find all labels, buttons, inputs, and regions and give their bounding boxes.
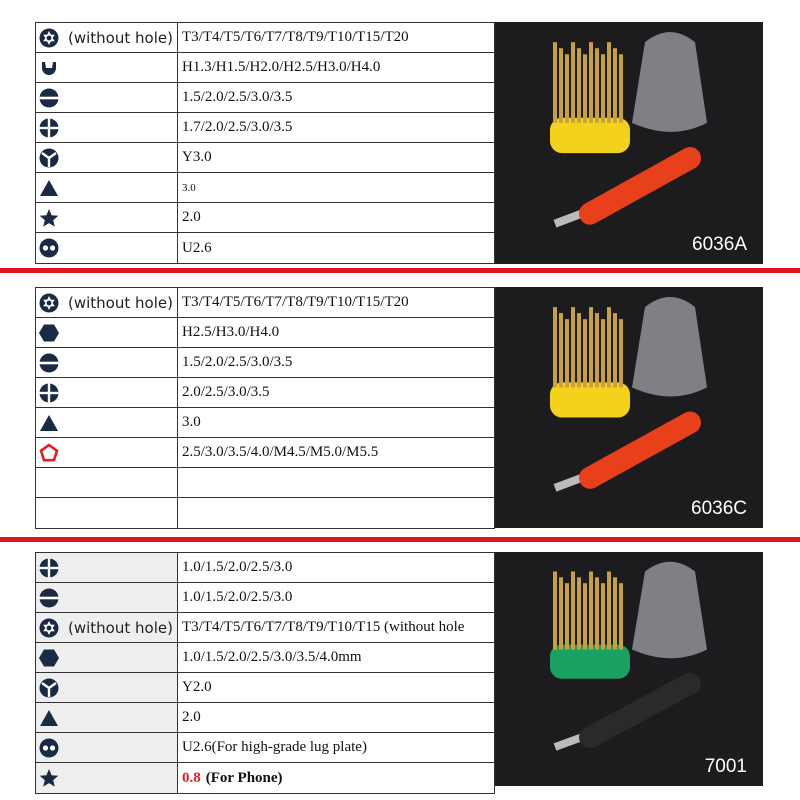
bit-sizes [178,288,494,317]
bit-sizes-text: 1.5/2.0/2.5/3.0/3.5 [182,354,293,370]
table-row [36,113,494,143]
table-row [36,233,494,263]
section-6036a [35,22,763,264]
bit-sizes-text: T3/T4/T5/T6/T7/T8/T9/T10/T15/T20 [182,294,409,310]
torx-icon [39,28,59,48]
hex-icon [39,648,59,668]
bit-type-cell [36,583,178,612]
bit-sizes-text: U2.6 [182,239,212,256]
bit-sizes [178,613,494,642]
section-6036c [35,287,763,528]
bit-sizes-text: Y3.0 [182,149,212,165]
star-icon [39,208,59,228]
table-row [36,203,494,233]
section-7001 [35,552,763,786]
bit-sizes-text: 3.0 [182,414,201,430]
bit-type-cell [36,23,178,52]
u-shape-icon [39,238,59,258]
bit-sizes [178,23,494,52]
table-row [36,468,494,498]
bit-sizes [178,408,494,437]
tri-wing-icon [39,678,59,698]
bit-type-cell [36,643,178,672]
bit-sizes [178,763,494,793]
table-row [36,763,494,793]
bit-type-cell [36,613,178,642]
triangle-icon [39,708,59,728]
bit-sizes [178,673,494,702]
bit-type-cell [36,203,178,232]
table-row [36,53,494,83]
model-number: 6036C [691,498,747,519]
bit-sizes-text: Y2.0 [182,679,212,695]
bit-type-cell [36,348,178,377]
product-photo [495,552,763,786]
table-row [36,173,494,203]
bit-type-cell [36,733,178,762]
bit-type-cell [36,673,178,702]
bit-sizes [178,53,494,82]
bit-type-cell [36,83,178,112]
product-photo [495,22,763,264]
table-row [36,83,494,113]
bit-sizes [178,733,494,762]
bit-type-cell [36,173,178,202]
model-number: 6036A [692,234,747,255]
bit-type-cell [36,498,178,528]
bit-type-cell [36,288,178,317]
bit-sizes-text: 1.5/2.0/2.5/3.0/3.5 [182,89,293,105]
bit-type-cell [36,763,178,793]
bit-sizes [178,643,494,672]
bit-sizes-text: 1.0/1.5/2.0/2.5/3.0 [182,589,293,605]
table-row [36,733,494,763]
bit-sizes-text: 1.7/2.0/2.5/3.0/3.5 [182,119,293,135]
table-row [36,378,494,408]
bit-sizes [178,83,494,112]
slotted-icon [39,88,59,108]
bit-note: (without hole) [68,28,173,47]
bit-sizes [178,143,494,172]
bit-type-cell [36,318,178,347]
bit-sizes-text: H1.3/H1.5/H2.0/H2.5/H3.0/H4.0 [182,59,381,75]
bit-sizes-text: U2.6(For high-grade lug plate) [182,739,367,755]
bit-sizes [178,318,494,347]
bit-type-cell [36,408,178,437]
table-row [36,318,494,348]
bit-sizes-text: 2.5/3.0/3.5/4.0/M4.5/M5.0/M5.5 [182,444,379,460]
bit-sizes [178,173,494,202]
u-shape-icon [39,738,59,758]
hex-socket-icon [39,58,59,78]
bit-sizes [178,378,494,407]
product-photo [495,287,763,528]
bit-note: (without hole) [68,618,173,637]
table-row [36,498,494,528]
table-row [36,143,494,173]
phillips-icon [39,383,59,403]
slotted-icon [39,588,59,608]
torx-icon [39,618,59,638]
bit-sizes-text: 1.0/1.5/2.0/2.5/3.0/3.5/4.0mm [182,649,362,665]
table-row [36,23,494,53]
bit-type-cell [36,553,178,582]
bit-sizes [178,348,494,377]
bit-sizes [178,113,494,142]
bit-sizes-text: H2.5/H3.0/H4.0 [182,324,280,340]
divider [0,268,800,273]
bit-sizes-text: 3.0 [182,181,196,194]
bit-type-cell [36,233,178,263]
table-row [36,703,494,733]
bit-sizes [178,498,494,528]
table-row [36,553,494,583]
bit-sizes [178,438,494,467]
bit-sizes [178,233,494,263]
bit-sizes [178,553,494,582]
table-row [36,673,494,703]
slotted-icon [39,353,59,373]
bit-type-cell [36,143,178,172]
table-row [36,583,494,613]
triangle-icon [39,413,59,433]
spec-table [35,22,495,264]
spec-table [35,287,495,529]
divider [0,537,800,542]
bit-sizes-text: 2.0 [182,209,201,225]
bit-note: (without hole) [68,293,173,312]
bit-type-cell [36,53,178,82]
bit-sizes-text: (For Phone) [205,769,283,786]
torx-icon [39,293,59,313]
table-row [36,438,494,468]
bit-sizes-text: T3/T4/T5/T6/T7/T8/T9/T10/T15/T20 [182,29,409,45]
table-row [36,288,494,318]
bit-sizes-text: 2.0/2.5/3.0/3.5 [182,384,270,400]
bit-sizes [178,468,494,497]
tri-wing-icon [39,148,59,168]
spec-table [35,552,495,794]
bit-type-cell [36,438,178,467]
bit-type-cell [36,468,178,497]
table-row [36,348,494,378]
star-icon [39,768,59,788]
bit-sizes-text: T3/T4/T5/T6/T7/T8/T9/T10/T15 (without hole [182,619,465,635]
bit-sizes-text: 2.0 [182,709,201,725]
highlight-size: 0.8 [182,769,201,786]
bit-sizes [178,703,494,732]
table-row [36,408,494,438]
table-row [36,643,494,673]
bit-type-cell [36,378,178,407]
model-number: 7001 [704,756,747,777]
pentalobe-icon [39,443,59,463]
hex-icon [39,323,59,343]
triangle-icon [39,178,59,198]
bit-type-cell [36,113,178,142]
phillips-icon [39,558,59,578]
table-row [36,613,494,643]
bit-sizes [178,203,494,232]
phillips-icon [39,118,59,138]
bit-type-cell [36,703,178,732]
bit-sizes [178,583,494,612]
bit-sizes-text: 1.0/1.5/2.0/2.5/3.0 [182,559,293,575]
